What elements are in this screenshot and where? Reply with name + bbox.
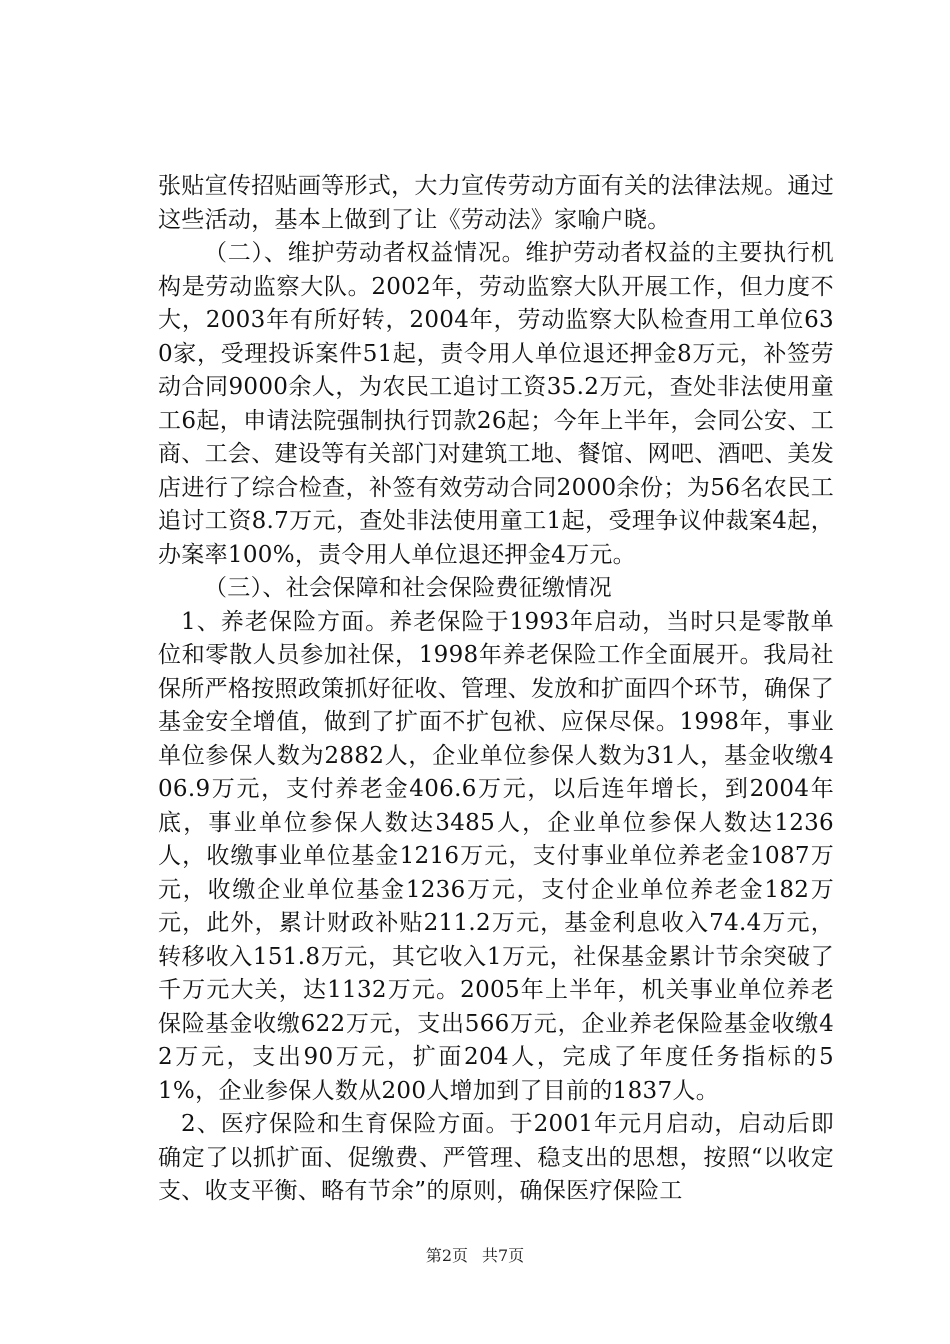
page-number-current: 第2页 xyxy=(425,1246,468,1265)
page-footer xyxy=(0,1246,950,1266)
paragraph-continuation: 张贴宣传招贴画等形式，大力宣传劳动方面有关的法律法规。通过这些活动，基本上做到了让《劳动法》家喻户晓。 xyxy=(158,173,834,233)
document-body xyxy=(158,170,834,1209)
paragraph-section-2-rights: （二）、维护劳动者权益情况。维护劳动者权益的主要执行机构是劳动监察大队。2002年，劳动监察大队开展工作，但力度不大，2003年有所好转，2004年，劳动监察大队检查用工单位630家，受理投诉案件51起，责令用人单位退还押金8万元，补签劳动合同9000余人，为农民工追讨工资35.2万元，查处非法使用童工6起，申请法院强制执行罚款26起；今年上半年，会同公安、工商、工会、建设等有关部门对建筑工地、餐馆、网吧、酒吧、美发店进行了综合检查，补签有效劳动合同2000余份；为56名农民工追讨工资8.7万元，查处非法使用童工1起，受理争议仲裁案4起，办案率100%，责令用人单位退还押金4万元。 xyxy=(158,240,834,568)
page-number-total: 共7页 xyxy=(482,1246,525,1265)
paragraph-medical-insurance: 2、医疗保险和生育保险方面。于2001年元月启动，启动后即确定了以抓扩面、促缴费、严管理、稳支出的思想，按照“以收定支、收支平衡、略有节余”的原则，确保医疗保险工 xyxy=(158,1111,834,1204)
section-heading-3-social-security: （三）、社会保障和社会保险费征缴情况 xyxy=(204,575,612,601)
paragraph-pension-insurance: 1、养老保险方面。养老保险于1993年启动，当时只是零散单位和零散人员参加社保，1998年养老保险工作全面展开。我局社保所严格按照政策抓好征收、管理、发放和扩面四个环节，确保了基金安全增值，做到了扩面不扩包袱、应保尽保。1998年，事业单位参保人数为2882人，企业单位参保人数为31人，基金收缴406.9万元，支付养老金406.6万元，以后连年增长，到2004年底，事业单位参保人数达3485人，企业单位参保人数达1236人，收缴事业单位基金1216万元，支付事业单位养老金1087万元，收缴企业单位基金1236万元，支付企业单位养老金182万元，此外，累计财政补贴211.2万元，基金利息收入74.4万元，转移收入151.8万元，其它收入1万元，社保基金累计节余突破了千万元大关，达1132万元。2005年上半年，机关事业单位养老保险基金收缴622万元，支出566万元，企业养老保险基金收缴42万元，支出90万元，扩面204人，完成了年度任务指标的51%，企业参保人数从200人增加到了目前的1837人。 xyxy=(158,608,834,1104)
